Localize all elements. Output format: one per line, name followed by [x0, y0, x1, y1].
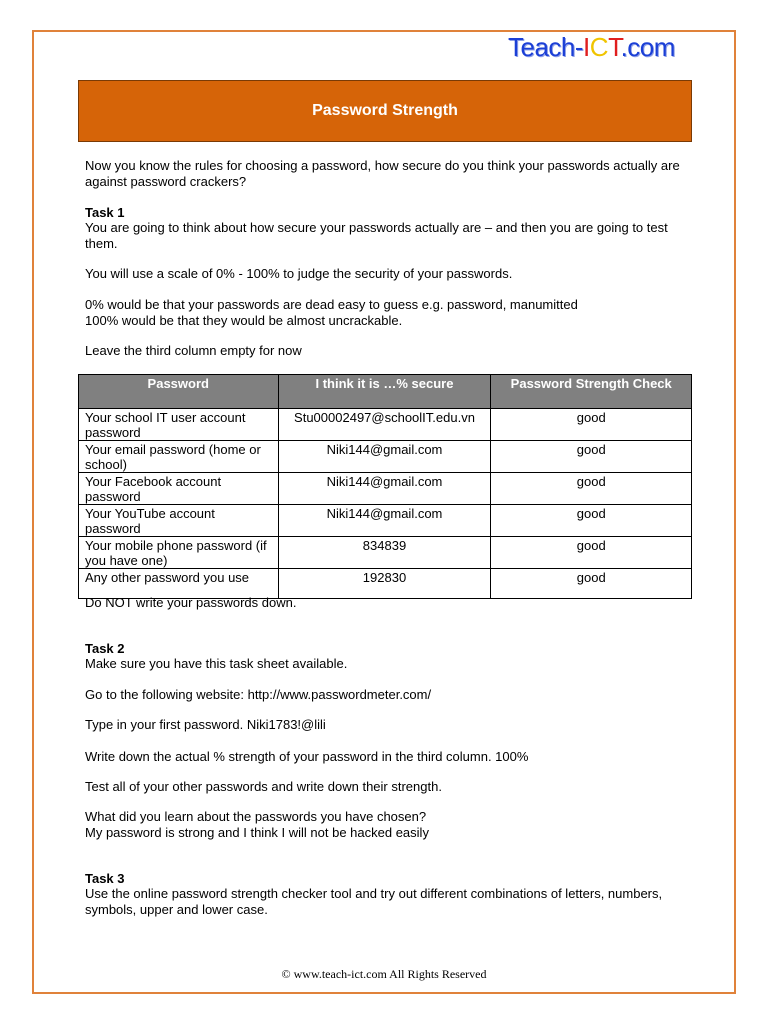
cell-strength: good: [491, 537, 692, 569]
task1-p2: You will use a scale of 0% - 100% to judge the security of your passwords.: [85, 266, 513, 281]
cell-estimate: Niki144@gmail.com: [278, 505, 491, 537]
task2-p1: Make sure you have this task sheet available.: [85, 656, 348, 671]
task2-p5: Test all of your other passwords and write down their strength.: [85, 779, 442, 794]
table-row: [79, 441, 692, 473]
task1-p3a: 0% would be that your passwords are dead easy to guess e.g. password, manumitted: [85, 297, 578, 312]
cell-strength: good: [491, 473, 692, 505]
task3-p1: Use the online password strength checker tool and try out different combinations of letters, numbers, symbols, upper and lower case.: [85, 886, 663, 917]
task1-p1: You are going to think about how secure your passwords actually are – and then you are going to test them.: [85, 220, 668, 251]
warning-text: Do NOT write your passwords down.: [85, 595, 297, 610]
cell-password-type: Your email password (home or school): [79, 441, 279, 473]
cell-password-type: Any other password you use: [79, 569, 279, 599]
table-header-row: [79, 375, 692, 409]
cell-strength: good: [491, 409, 692, 441]
task1-p4: Leave the third column empty for now: [85, 343, 302, 358]
cell-password-type: Your Facebook account password: [79, 473, 279, 505]
col-header-password: Password: [79, 375, 279, 409]
task2-heading: Task 2: [85, 641, 125, 656]
cell-estimate: 834839: [278, 537, 491, 569]
password-table: [78, 374, 692, 599]
cell-password-type: Your YouTube account password: [79, 505, 279, 537]
table-row: [79, 505, 692, 537]
col-header-estimate: I think it is …% secure: [278, 375, 491, 409]
task1-heading: Task 1: [85, 205, 125, 220]
cell-estimate: Niki144@gmail.com: [278, 441, 491, 473]
cell-strength: good: [491, 441, 692, 473]
cell-estimate: 192830: [278, 569, 491, 599]
title-banner: [78, 80, 692, 142]
task2-p2: Go to the following website: http://www.passwordmeter.com/: [85, 687, 432, 702]
copyright-footer: © www.teach-ict.com All Rights Reserved: [281, 967, 487, 981]
intro-text: Now you know the rules for choosing a password, how secure do you think your passwords actually are against password crackers?: [85, 158, 680, 189]
task2-p6a: What did you learn about the passwords you have chosen?: [85, 809, 427, 824]
task1-p3b: 100% would be that they would be almost uncrackable.: [85, 313, 403, 328]
table-row: [79, 569, 692, 599]
cell-strength: good: [491, 505, 692, 537]
table-row: [79, 537, 692, 569]
page-title: Password Strength: [312, 102, 458, 119]
cell-estimate: Niki144@gmail.com: [278, 473, 491, 505]
cell-estimate: Stu00002497@schoolIT.edu.vn: [278, 409, 491, 441]
task2-p4: Write down the actual % strength of your password in the third column. 100%: [85, 749, 529, 764]
task2-p6b: My password is strong and I think I will not be hacked easily: [85, 825, 429, 840]
col-header-strength-check: Password Strength Check: [491, 375, 692, 409]
task2-p3: Type in your first password. Niki1783!@lili: [85, 717, 326, 732]
table-row: [79, 409, 692, 441]
task3-heading: Task 3: [85, 871, 125, 886]
cell-strength: good: [491, 569, 692, 599]
table-row: [79, 473, 692, 505]
teach-ict-logo: Teach-ICT.com: [508, 32, 675, 62]
cell-password-type: Your mobile phone password (if you have one): [79, 537, 279, 569]
cell-password-type: Your school IT user account password: [79, 409, 279, 441]
